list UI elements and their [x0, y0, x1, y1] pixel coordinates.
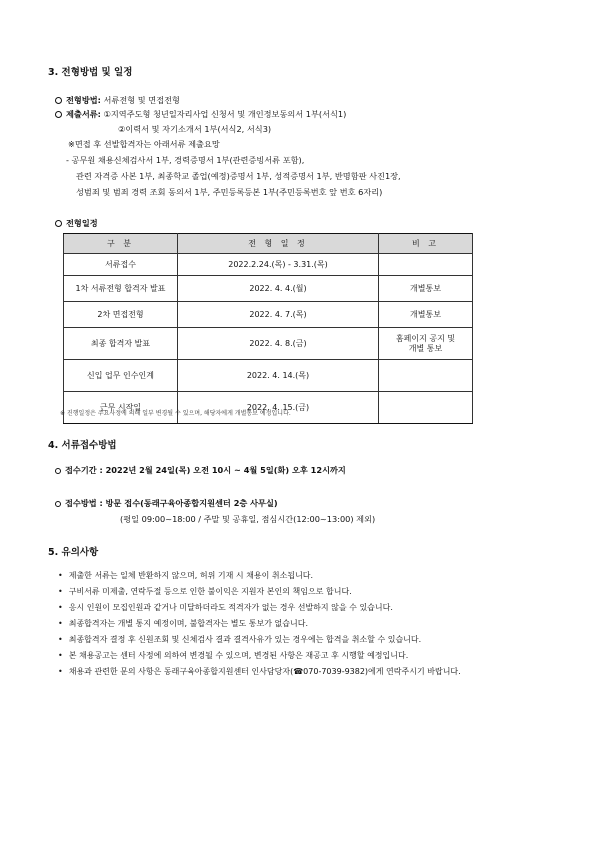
table-cell: 최종 합격자 발표 — [64, 328, 178, 360]
notice-item: • 최종합격자는 개별 통지 예정이며, 불합격자는 별도 통보가 없습니다. — [58, 618, 308, 629]
table-row — [64, 254, 473, 276]
note-line-3: 성범죄 및 범죄 경력 조회 동의서 1부, 주민등록등본 1부(주민등록번호 앞 번호 6자리) — [76, 187, 383, 197]
circle-bullet-icon — [55, 97, 62, 104]
table-cell: 2차 면접전형 — [64, 302, 178, 328]
docs-row — [55, 109, 346, 120]
notice-item: • 응시 인원이 모집인원과 같거나 미달하더라도 적격자가 없는 경우 선발하지 않을 수 있습니다. — [58, 602, 393, 613]
table-cell: 개별통보 — [379, 302, 473, 328]
note-line-1: - 공무원 채용신체검사서 1부, 경력증명서 1부(관련증빙서류 포함), — [66, 155, 305, 165]
table-note: ※ 진행일정은 주요사정에 의해 일부 변경될 수 있으며, 해당자에게 개별통보 예정입니다. — [60, 410, 291, 417]
notice-item: • 본 채용공고는 센터 사정에 의하여 변경될 수 있으며, 변경된 사항은 재공고 후 시행할 예정입니다. — [58, 650, 408, 661]
schedule-label-row — [55, 218, 98, 229]
table-header-remark: 비 고 — [379, 234, 473, 254]
note-line-2: 관련 자격증 사본 1부, 최종학교 졸업(예정)증명서 1부, 성적증명서 1부, 반명함판 사진1장, — [76, 171, 401, 181]
notice-item: • 최종합격자 결정 후 신원조회 및 신체검사 결과 결격사유가 있는 경우에는 합격을 취소할 수 있습니다. — [58, 634, 421, 645]
note-head: ※면접 후 선발합격자는 아래서류 제출요망 — [68, 139, 220, 149]
table-header-schedule: 전 형 일 정 — [178, 234, 379, 254]
table-cell: 2022. 4. 7.(목) — [178, 302, 379, 328]
period-row — [55, 465, 346, 476]
receipt-method: 접수방법 : 방문 접수(동래구육아종합지원센터 2층 사무실) — [65, 498, 278, 508]
table-row — [64, 360, 473, 392]
notice-item: • 구비서류 미제출, 연락두절 등으로 인한 불이익은 지원자 본인의 책임으로 합니다. — [58, 586, 352, 597]
method-label: 전형방법: — [66, 95, 101, 105]
receipt-method-row — [55, 498, 278, 509]
circle-bullet-icon — [55, 468, 61, 474]
schedule-label: 전형일정 — [66, 218, 98, 228]
table-cell: 개별통보 — [379, 276, 473, 302]
docs-item-1: ①지역주도형 청년일자리사업 신청서 및 개인정보동의서 1부(서식1) — [103, 109, 347, 119]
table-cell: 홈페이지 공지 및 개별 통보 — [379, 328, 473, 360]
table-row — [64, 276, 473, 302]
section-3-title: 3. 전형방법 및 일정 — [48, 67, 133, 78]
section-4-title: 4. 서류접수방법 — [48, 440, 117, 451]
receipt-period: 접수기간 : 2022년 2월 24일(목) 오전 10시 ~ 4월 5일(화) 오후 12시까지 — [65, 465, 346, 475]
method-value: 서류전형 및 면접전형 — [103, 95, 180, 105]
table-cell: 신입 업무 인수인계 — [64, 360, 178, 392]
schedule-table — [63, 233, 473, 424]
table-cell: 2022. 4. 15.(금) — [178, 392, 379, 424]
receipt-method-sub: (평일 09:00~18:00 / 주말 및 공휴일, 점심시간(12:00~13:00) 제외) — [120, 514, 376, 524]
table-cell: 2022.2.24.(목) - 3.31.(목) — [178, 254, 379, 276]
circle-bullet-icon — [55, 111, 62, 118]
table-cell — [379, 392, 473, 424]
circle-bullet-icon — [55, 501, 61, 507]
table-row — [64, 328, 473, 360]
docs-item-2: ②이력서 및 자기소개서 1부(서식2, 서식3) — [118, 124, 272, 134]
table-cell: 2022. 4. 14.(목) — [178, 360, 379, 392]
table-header-category: 구 분 — [64, 234, 178, 254]
table-cell: 1차 서류전형 합격자 발표 — [64, 276, 178, 302]
circle-bullet-icon — [55, 220, 62, 227]
docs-label: 제출서류: — [66, 109, 101, 119]
notice-item: • 제출한 서류는 일체 반환하지 않으며, 허위 기재 시 채용이 취소됩니다. — [58, 570, 313, 581]
section-5-title: 5. 유의사항 — [48, 547, 99, 558]
table-cell: 2022. 4. 4.(월) — [178, 276, 379, 302]
table-cell — [379, 254, 473, 276]
table-row — [64, 302, 473, 328]
notice-item: • 채용과 관련한 문의 사항은 동래구육아종합지원센터 인사담당자(☎070-7039-9382)에게 연락주시기 바랍니다. — [58, 666, 461, 677]
table-cell: 근무 시작일 — [64, 392, 178, 424]
table-cell — [379, 360, 473, 392]
table-cell: 2022. 4. 8.(금) — [178, 328, 379, 360]
method-row — [55, 95, 180, 106]
table-cell: 서류접수 — [64, 254, 178, 276]
